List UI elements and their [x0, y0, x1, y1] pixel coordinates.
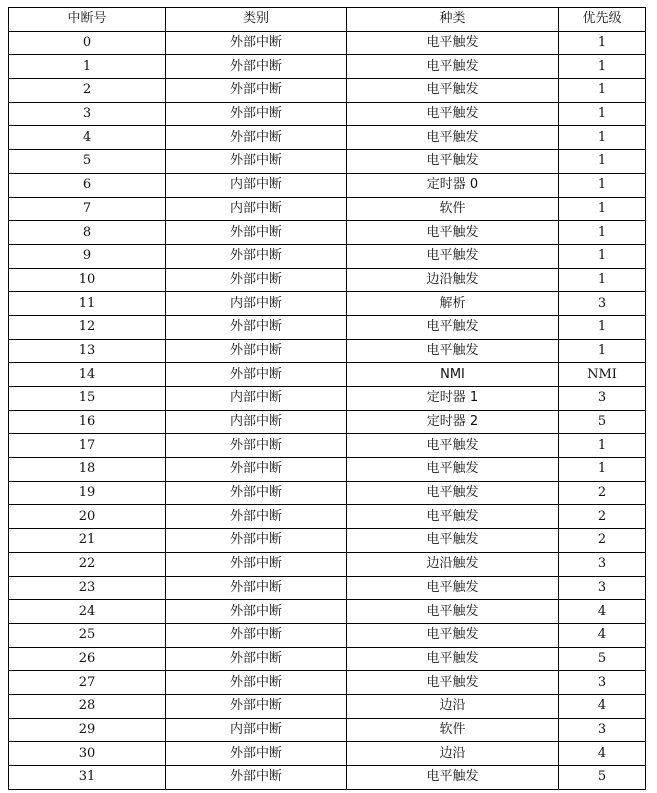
cell-category: 外部中断 [166, 481, 347, 505]
table-header [9, 8, 646, 32]
cell-type: 边沿 [347, 742, 559, 766]
cell-category: 外部中断 [166, 529, 347, 553]
cell-type: 边沿触发 [347, 268, 559, 292]
cell-priority: 1 [559, 126, 646, 150]
cell-interrupt-number: 5 [9, 150, 166, 174]
table-row [9, 481, 646, 505]
cell-category: 内部中断 [166, 197, 347, 221]
cell-category: 外部中断 [166, 647, 347, 671]
cell-interrupt-number: 25 [9, 623, 166, 647]
cell-type: 电平触发 [347, 339, 559, 363]
cell-interrupt-number: 24 [9, 600, 166, 624]
table-row [9, 197, 646, 221]
cell-category: 外部中断 [166, 244, 347, 268]
cell-priority: 1 [559, 339, 646, 363]
cell-type: 电平触发 [347, 126, 559, 150]
cell-type: 电平触发 [347, 529, 559, 553]
cell-priority: 4 [559, 742, 646, 766]
cell-category: 外部中断 [166, 434, 347, 458]
cell-interrupt-number: 10 [9, 268, 166, 292]
cell-priority: 1 [559, 31, 646, 55]
table-row [9, 339, 646, 363]
cell-priority: 2 [559, 481, 646, 505]
cell-category: 内部中断 [166, 718, 347, 742]
cell-type: 电平触发 [347, 647, 559, 671]
cell-type: 电平触发 [347, 315, 559, 339]
cell-category: 外部中断 [166, 55, 347, 79]
cell-priority: 5 [559, 647, 646, 671]
cell-type: 电平触发 [347, 505, 559, 529]
table-row [9, 576, 646, 600]
table-row [9, 55, 646, 79]
table-row [9, 79, 646, 103]
header-priority: 优先级 [559, 8, 646, 32]
cell-priority: 1 [559, 197, 646, 221]
table-row [9, 742, 646, 766]
cell-type: 电平触发 [347, 766, 559, 790]
cell-type: 边沿 [347, 694, 559, 718]
cell-type: 电平触发 [347, 623, 559, 647]
cell-priority: 1 [559, 173, 646, 197]
cell-interrupt-number: 0 [9, 31, 166, 55]
cell-category: 外部中断 [166, 126, 347, 150]
cell-interrupt-number: 21 [9, 529, 166, 553]
table-row [9, 647, 646, 671]
cell-interrupt-number: 23 [9, 576, 166, 600]
cell-priority: 3 [559, 387, 646, 411]
cell-type: 边沿触发 [347, 552, 559, 576]
table-body [9, 31, 646, 789]
table-row [9, 387, 646, 411]
cell-priority: 1 [559, 315, 646, 339]
cell-interrupt-number: 30 [9, 742, 166, 766]
table-row [9, 150, 646, 174]
cell-interrupt-number: 14 [9, 363, 166, 387]
cell-category: 内部中断 [166, 173, 347, 197]
cell-interrupt-number: 11 [9, 292, 166, 316]
cell-category: 外部中断 [166, 363, 347, 387]
cell-interrupt-number: 4 [9, 126, 166, 150]
cell-priority: 3 [559, 718, 646, 742]
cell-priority: 3 [559, 292, 646, 316]
cell-category: 内部中断 [166, 387, 347, 411]
table-row [9, 458, 646, 482]
cell-category: 外部中断 [166, 221, 347, 245]
cell-priority: 4 [559, 623, 646, 647]
cell-priority: 4 [559, 694, 646, 718]
cell-interrupt-number: 17 [9, 434, 166, 458]
cell-category: 外部中断 [166, 766, 347, 790]
cell-priority: 1 [559, 55, 646, 79]
cell-category: 外部中断 [166, 742, 347, 766]
table-row [9, 671, 646, 695]
cell-type: 电平触发 [347, 600, 559, 624]
table-row [9, 173, 646, 197]
header-type: 种类 [347, 8, 559, 32]
cell-priority: 1 [559, 221, 646, 245]
cell-category: 外部中断 [166, 552, 347, 576]
cell-interrupt-number: 16 [9, 410, 166, 434]
cell-interrupt-number: 27 [9, 671, 166, 695]
table-row [9, 31, 646, 55]
cell-type: 电平触发 [347, 221, 559, 245]
cell-priority: 2 [559, 505, 646, 529]
cell-interrupt-number: 29 [9, 718, 166, 742]
table-row [9, 505, 646, 529]
cell-priority: 3 [559, 576, 646, 600]
cell-interrupt-number: 13 [9, 339, 166, 363]
table-row [9, 292, 646, 316]
cell-priority: 1 [559, 458, 646, 482]
cell-category: 外部中断 [166, 458, 347, 482]
cell-priority: 1 [559, 268, 646, 292]
interrupt-table [8, 7, 646, 790]
cell-interrupt-number: 8 [9, 221, 166, 245]
cell-category: 外部中断 [166, 576, 347, 600]
cell-type: 电平触发 [347, 481, 559, 505]
cell-interrupt-number: 9 [9, 244, 166, 268]
cell-category: 外部中断 [166, 600, 347, 624]
cell-type: 电平触发 [347, 79, 559, 103]
cell-priority: 3 [559, 671, 646, 695]
cell-type: 电平触发 [347, 150, 559, 174]
cell-priority: 1 [559, 434, 646, 458]
cell-type: 定时器 0 [347, 173, 559, 197]
cell-category: 外部中断 [166, 79, 347, 103]
cell-category: 外部中断 [166, 102, 347, 126]
cell-interrupt-number: 7 [9, 197, 166, 221]
cell-interrupt-number: 20 [9, 505, 166, 529]
cell-type: 电平触发 [347, 576, 559, 600]
cell-category: 内部中断 [166, 292, 347, 316]
cell-category: 外部中断 [166, 671, 347, 695]
table-row [9, 102, 646, 126]
cell-category: 外部中断 [166, 268, 347, 292]
cell-interrupt-number: 6 [9, 173, 166, 197]
cell-priority: 3 [559, 552, 646, 576]
cell-interrupt-number: 19 [9, 481, 166, 505]
cell-priority: 4 [559, 600, 646, 624]
cell-type: NMI [347, 363, 559, 387]
cell-category: 外部中断 [166, 31, 347, 55]
cell-interrupt-number: 31 [9, 766, 166, 790]
cell-type: 软件 [347, 718, 559, 742]
table-row [9, 434, 646, 458]
cell-interrupt-number: 2 [9, 79, 166, 103]
cell-type: 电平触发 [347, 31, 559, 55]
cell-category: 外部中断 [166, 339, 347, 363]
table-row [9, 529, 646, 553]
cell-priority: 1 [559, 102, 646, 126]
cell-priority: 1 [559, 79, 646, 103]
cell-category: 外部中断 [166, 315, 347, 339]
cell-type: 解析 [347, 292, 559, 316]
table-row [9, 126, 646, 150]
table-row [9, 244, 646, 268]
header-interrupt-number: 中断号 [9, 8, 166, 32]
cell-type: 电平触发 [347, 671, 559, 695]
table-row [9, 410, 646, 434]
cell-priority: NMI [559, 363, 646, 387]
table-row [9, 221, 646, 245]
table-row [9, 766, 646, 790]
cell-category: 外部中断 [166, 694, 347, 718]
cell-interrupt-number: 28 [9, 694, 166, 718]
cell-interrupt-number: 18 [9, 458, 166, 482]
table-row [9, 718, 646, 742]
cell-type: 电平触发 [347, 102, 559, 126]
cell-interrupt-number: 12 [9, 315, 166, 339]
cell-category: 外部中断 [166, 505, 347, 529]
header-row [9, 8, 646, 32]
header-category: 类别 [166, 8, 347, 32]
cell-type: 定时器 2 [347, 410, 559, 434]
table-row [9, 363, 646, 387]
cell-priority: 1 [559, 244, 646, 268]
table-row [9, 315, 646, 339]
cell-category: 内部中断 [166, 410, 347, 434]
cell-priority: 1 [559, 150, 646, 174]
table-row [9, 552, 646, 576]
cell-priority: 2 [559, 529, 646, 553]
table-row [9, 623, 646, 647]
table-row [9, 600, 646, 624]
cell-category: 外部中断 [166, 150, 347, 174]
cell-interrupt-number: 1 [9, 55, 166, 79]
cell-type: 软件 [347, 197, 559, 221]
table-row [9, 268, 646, 292]
cell-category: 外部中断 [166, 623, 347, 647]
cell-priority: 5 [559, 410, 646, 434]
cell-interrupt-number: 26 [9, 647, 166, 671]
cell-type: 电平触发 [347, 458, 559, 482]
cell-type: 电平触发 [347, 55, 559, 79]
cell-interrupt-number: 22 [9, 552, 166, 576]
cell-interrupt-number: 3 [9, 102, 166, 126]
cell-type: 电平触发 [347, 434, 559, 458]
table-row [9, 694, 646, 718]
cell-type: 电平触发 [347, 244, 559, 268]
cell-priority: 5 [559, 766, 646, 790]
cell-type: 定时器 1 [347, 387, 559, 411]
cell-interrupt-number: 15 [9, 387, 166, 411]
